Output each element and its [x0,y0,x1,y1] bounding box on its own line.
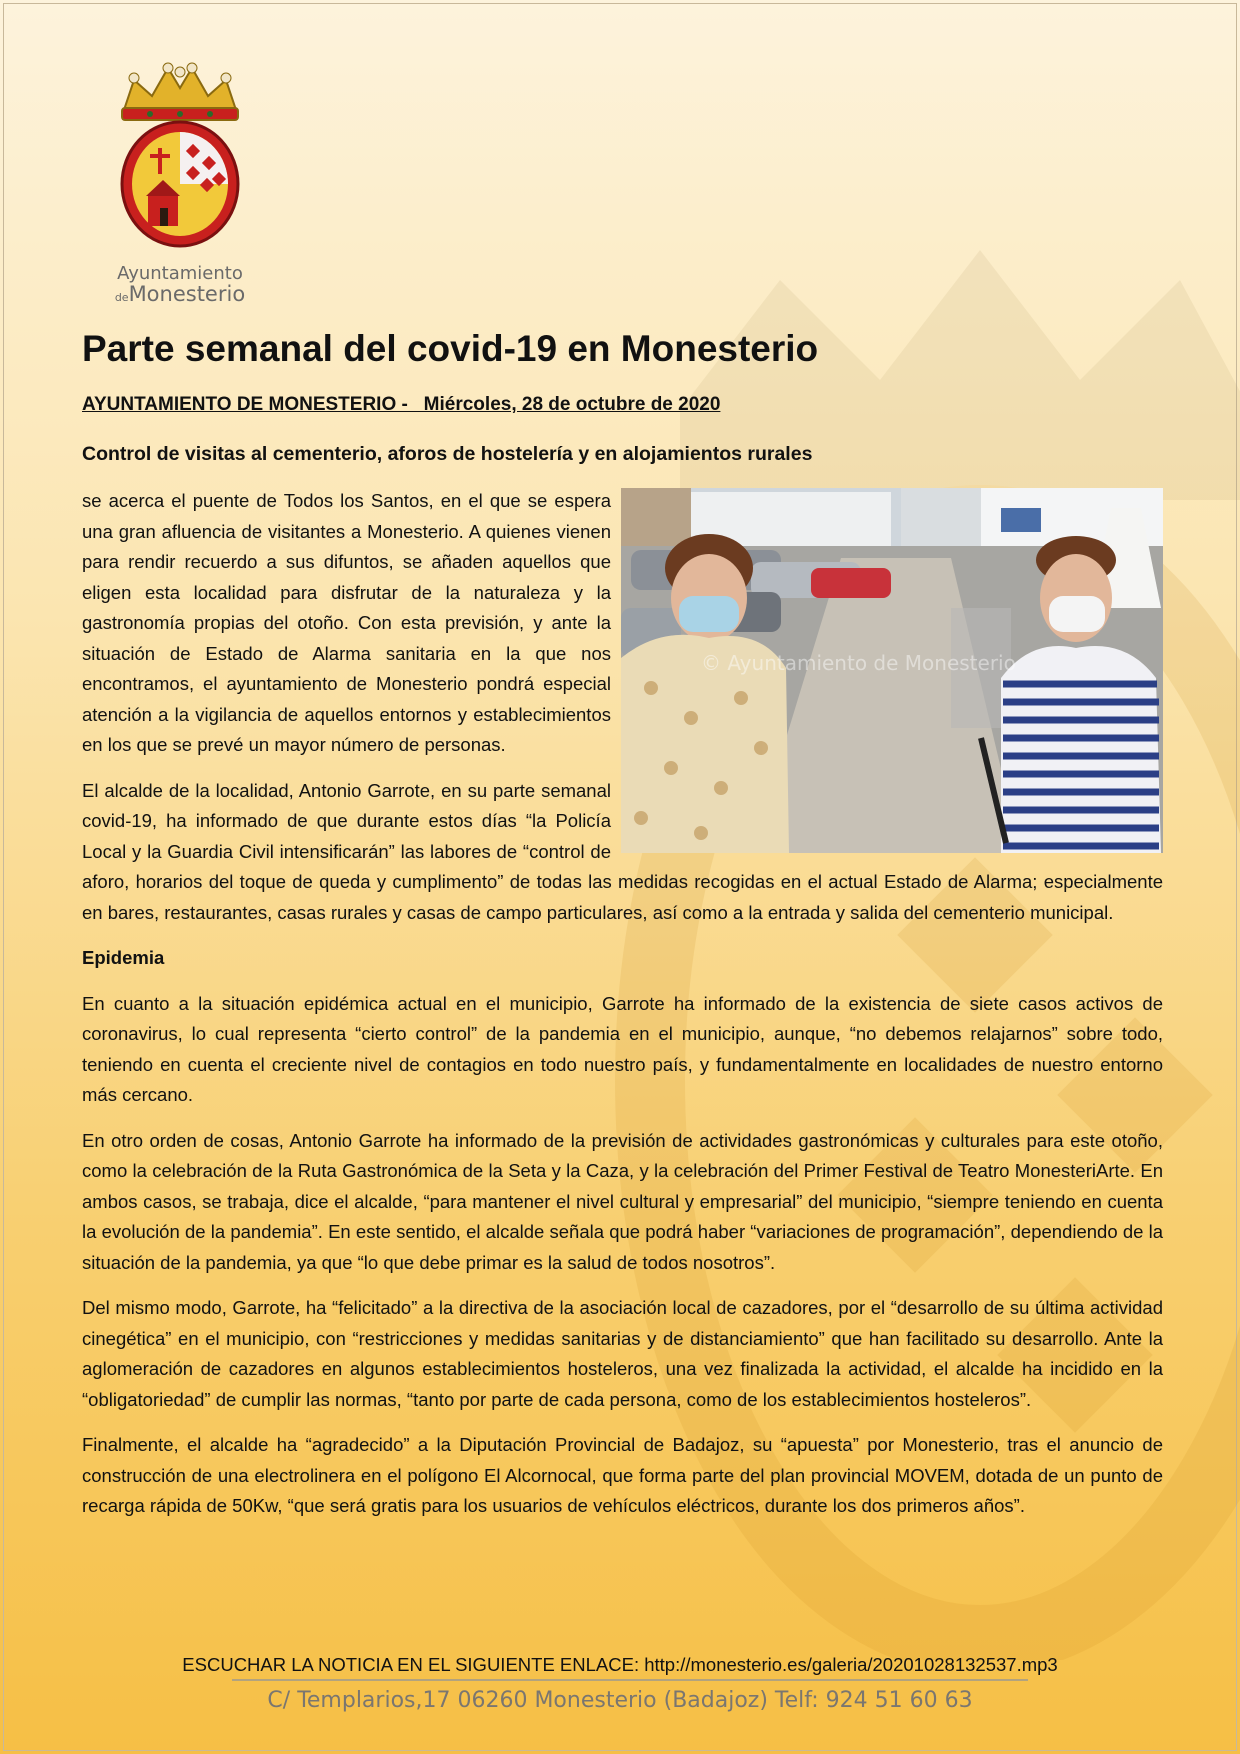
ayuntamiento-logo [100,62,260,308]
article-body [82,486,1163,1537]
footer-address: C/ Templarios,17 06260 Monesterio (Badajoz) Telf: 924 51 60 63 [267,1688,973,1713]
audio-link-line [0,1654,1240,1676]
article-byline: AYUNTAMIENTO DE MONESTERIO - Miércoles, 28 de octubre de 2020 [82,394,721,415]
footer-divider [232,1679,1028,1681]
audio-link-label: ESCUCHAR LA NOTICIA EN EL SIGUIENTE ENLACE: [182,1654,645,1675]
logo-text-monesterio: Monesterio [128,282,246,306]
photo-watermark: © Ayuntamiento de Monesterio [701,651,1016,675]
article-photo [621,488,1163,853]
logo-text-de: de [114,291,129,304]
article-title: Parte semanal del covid-19 en Monesterio [82,328,819,369]
coat-of-arms-icon [110,62,250,257]
paragraph-epidemia-3: Del mismo modo, Garrote, ha “felicitado” a la directiva de la asociación local de cazadores, por el “desarrollo de su última actividad cinegética” en el municipio, con “restricciones y medidas sanitarias y de distanciamiento” que han facilitado su desarrollo. Ante la aglomeración de cazadores en algunos establecimientos hosteleros, una vez finalizada la actividad, el alcalde ha incidido en la “obligatoriedad” de cumplir las normas, “tanto por parte de cada persona, como de los establecimientos hosteleros”. [82,1297,1163,1410]
paragraph-epidemia-2: En otro orden de cosas, Antonio Garrote ha informado de la previsión de actividades gastronómicas y culturales para este otoño, como la celebración de la Ruta Gastronómica de la Seta y la Caza, y la celebración del Primer Festival de Teatro MonesteriArte. En ambos casos, se trabaja, dice el alcalde, “para mantener el nivel cultural y empresarial” del municipio, “siempre teniendo en cuenta la evolución de la pandemia”. En este sentido, el alcalde señala que podrá haber “variaciones de programación”, dependiendo de la situación de la pandemia, ya que “lo que debe primar es la salud de todos nosotros”. [82,1129,1163,1273]
audio-link[interactable]: http://monesterio.es/galeria/20201028132537.mp3 [644,1654,1058,1675]
section-heading-epidemia: Epidemia [82,947,165,968]
paragraph-intro-2: El alcalde de la localidad, Antonio Garrote, en su parte semanal covid-19, ha informado de que durante estos días “la Policía Local y la Guardia Civil intensificarán” las labores de “control de aforo, horarios del toque de queda y cumplimento” de todas las medidas recogidas en el actual Estado de Alarma; especialmente en bares, restaurantes, casas rurales y casas de campo particulares, así como a la entrada y salida del cementerio municipal. [82,779,1163,923]
logo-text-ayuntamiento: Ayuntamiento [117,263,243,284]
paragraph-intro-1: se acerca el puente de Todos los Santos, en el que se espera una gran afluencia de visitantes a Monesterio. A quienes vienen para rendir recuerdo a sus difuntos, se añaden aquellos que eligen esta localidad para disfrutar de la naturaleza y la gastronomía propias del otoño. Con esta previsión, y ante la situación de Estado de Alarma sanitaria en la que nos encontramos, el ayuntamiento de Monesterio pondrá especial atención a la vigilancia de aquellos entornos y establecimientos en los que se prevé un mayor número de personas. [82,490,611,755]
article-subtitle: Control de visitas al cementerio, aforos de hostelería y en alojamientos rurales [82,443,813,465]
paragraph-epidemia-4: Finalmente, el alcalde ha “agradecido” a la Diputación Provincial de Badajoz, su “apuesta” por Monesterio, tras el anuncio de construcción de una electrolinera en el polígono El Alcornocal, que forma parte del plan provincial MOVEM, dotada de un punto de recarga rápida de 50Kw, “que será gratis para los usuarios de vehículos eléctricos, durante los dos primeros años”. [82,1434,1163,1516]
paragraph-epidemia-1: En cuanto a la situación epidémica actual en el municipio, Garrote ha informado de la existencia de siete casos activos de coronavirus, lo cual representa “cierto control” de la pandemia en el municipio, aunque, “no debemos relajarnos” sobre todo, teniendo en cuenta el creciente nivel de contagios en todo nuestro país, y fundamentalmente en localidades de nuestro entorno más cercano. [82,992,1163,1105]
